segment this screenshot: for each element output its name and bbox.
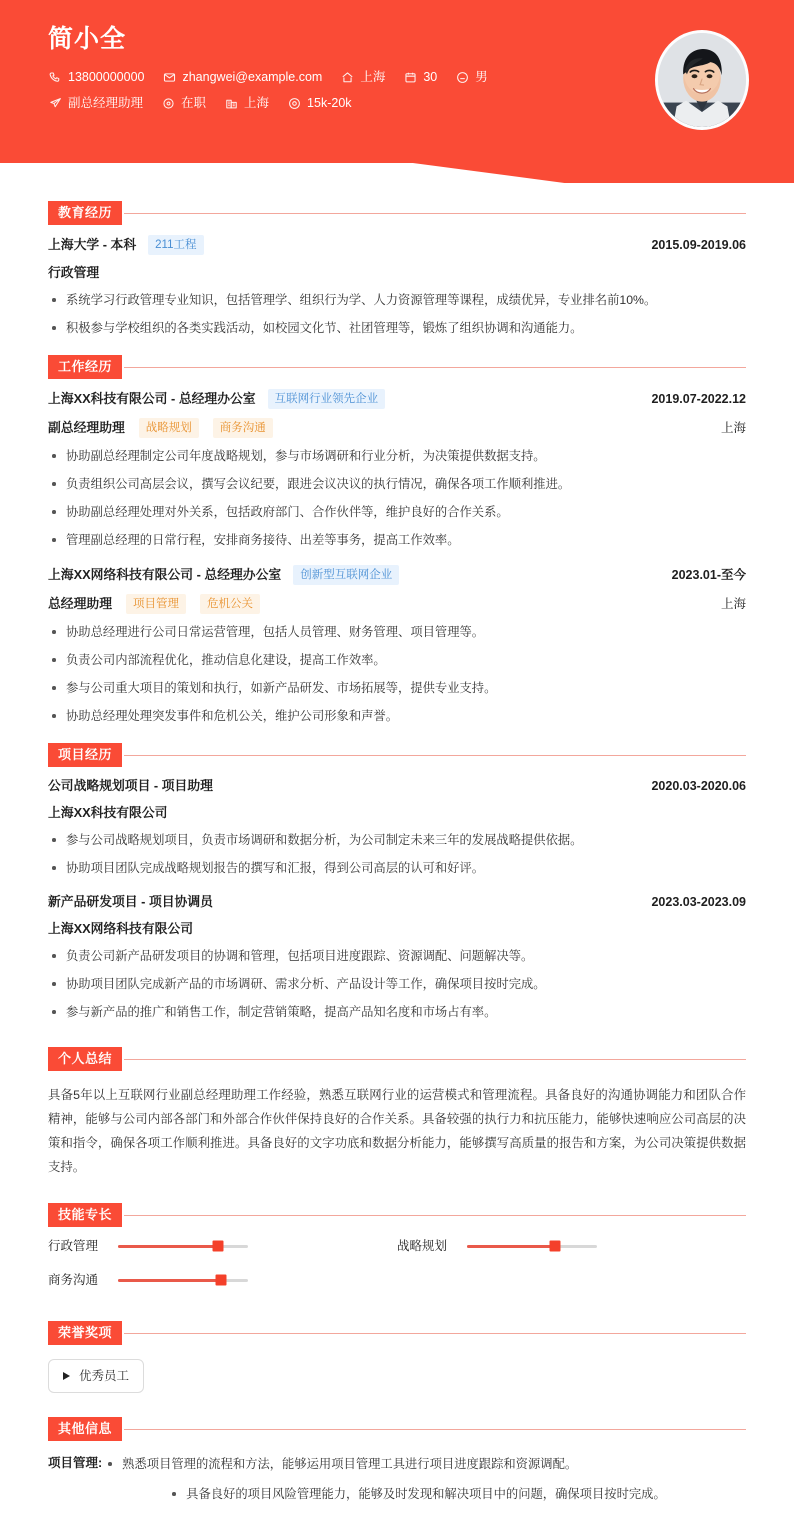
contact-phone (48, 66, 144, 88)
contact-hometown (340, 66, 385, 88)
contact-age (403, 66, 437, 88)
section-title-summary: 个人总结 (48, 1047, 122, 1071)
gender-icon (455, 70, 469, 84)
skill-label: 商务沟通 (48, 1273, 99, 1287)
section-header (48, 1203, 746, 1227)
other-info-label: 项目管理: (48, 1456, 103, 1470)
job-status-text: 在职 (181, 96, 207, 110)
company-name: 上海XX网络科技有限公司 - 总经理办公室 (48, 567, 282, 582)
entry-company-row (48, 804, 746, 822)
section-divider (124, 1429, 746, 1430)
list-item: 协助项目团队完成新产品的市场调研、需求分析、产品设计等工作，确保项目按时完成。 (48, 975, 746, 993)
section-header (48, 1321, 746, 1345)
contact-email-text: zhangwei@example.com (182, 70, 323, 84)
job-status (161, 92, 206, 114)
salary-text: 15k-20k (307, 96, 352, 110)
honor-label: 优秀员工 (79, 1369, 130, 1383)
project-date: 2023.03-2023.09 (651, 895, 746, 909)
education-major: 行政管理 (48, 265, 100, 280)
contact-age-text: 30 (423, 70, 438, 84)
section-header (48, 743, 746, 767)
entry-title-row (48, 235, 746, 255)
work-location: 上海 (720, 597, 746, 611)
avatar-photo (658, 33, 746, 127)
entry-left (48, 594, 260, 614)
section-divider (124, 367, 746, 368)
status-icon (161, 96, 175, 110)
entry-left (48, 389, 385, 409)
section-title-projects: 项目经历 (48, 743, 122, 767)
school-tag: 211工程 (148, 235, 203, 255)
list-item: 积极参与学校组织的各类实践活动，如校园文化节、社团管理等，锻炼了组织协调和沟通能力。 (48, 319, 746, 337)
contact-gender-text: 男 (475, 70, 488, 84)
project-entry (48, 777, 746, 877)
entry-left (48, 565, 399, 585)
skill-knob[interactable] (213, 1241, 224, 1252)
job-intent-text: 副总经理助理 (68, 96, 144, 110)
list-item: 负责公司新产品研发项目的协调和管理，包括项目进度跟踪、资源调配、问题解决等。 (48, 947, 746, 965)
entry-title-row (48, 565, 746, 585)
page-title: 简小全 (48, 25, 127, 53)
project-company: 上海XX网络科技有限公司 (48, 921, 194, 936)
other-info-body (104, 1453, 746, 1515)
project-entry (48, 893, 746, 1021)
salary-expectation (287, 92, 351, 114)
skill-label: 行政管理 (48, 1239, 99, 1253)
contact-gender (455, 66, 488, 88)
entry-title-row (48, 389, 746, 409)
job-city-text: 上海 (244, 96, 270, 110)
section-divider (124, 1215, 746, 1216)
skills-grid (48, 1237, 746, 1305)
skill-fill (118, 1279, 221, 1282)
position-title: 副总经理助理 (48, 420, 125, 435)
section-header (48, 355, 746, 379)
education-entry (48, 235, 746, 337)
section-honors (48, 1321, 746, 1393)
entry-title-row (48, 893, 746, 911)
job-intent (48, 92, 143, 114)
contact-phone-text: 13800000000 (68, 70, 145, 84)
section-work (48, 355, 746, 725)
skill-row (397, 1237, 746, 1255)
contact-hometown-text: 上海 (360, 70, 386, 84)
project-name: 公司战略规划项目 - 项目助理 (48, 778, 213, 793)
list-item: 负责组织公司高层会议，撰写会议纪要，跟进会议决议的执行情况，确保各项工作顺利推进。 (48, 475, 746, 493)
section-title-education: 教育经历 (48, 201, 122, 225)
salary-icon (287, 96, 301, 110)
work-date: 2023.01-至今 (671, 568, 746, 582)
section-title-work: 工作经历 (48, 355, 122, 379)
other-bullets (104, 1455, 746, 1503)
section-education (48, 201, 746, 337)
work-bullets (48, 447, 746, 549)
section-divider (124, 755, 746, 756)
skill-tag: 商务沟通 (213, 418, 273, 438)
entry-major-row (48, 264, 746, 282)
list-item: 参与公司重大项目的策划和执行，如新产品研发、市场拓展等，提供专业支持。 (48, 679, 746, 697)
section-header (48, 201, 746, 225)
skill-tag: 项目管理 (126, 594, 186, 614)
company-tag: 互联网行业领先企业 (268, 389, 386, 409)
resume-header (0, 0, 794, 183)
project-date: 2020.03-2020.06 (651, 779, 746, 793)
company-tag: 创新型互联网企业 (293, 565, 399, 585)
section-divider (124, 1333, 746, 1334)
section-skills (48, 1203, 746, 1305)
skill-fill (118, 1245, 218, 1248)
home-icon (340, 70, 354, 84)
project-name: 新产品研发项目 - 项目协调员 (48, 894, 213, 909)
skill-row (48, 1237, 397, 1255)
school-name: 上海大学 - 本科 (48, 237, 137, 252)
education-bullets (48, 291, 746, 337)
summary-text: 具备5年以上互联网行业副总经理助理工作经验，熟悉互联网行业的运营模式和管理流程。具备良好的沟通协调能力和团队合作精神，能够与公司内部各部门和外部合作伙伴保持良好的合作关系。具备较强的执行力和抗压能力，能够快速响应公司高层的决策和指令，确保各项工作顺利推进。具备良好的文字功底和数据分析能力，能够撰写高质量的报告和方案，为公司决策提供数据支持。 (48, 1088, 746, 1174)
section-title-honors: 荣誉奖项 (48, 1321, 122, 1345)
calendar-icon (403, 70, 417, 84)
skill-row (48, 1271, 397, 1289)
skill-label: 战略规划 (397, 1239, 448, 1253)
work-bullets (48, 623, 746, 725)
work-entry (48, 389, 746, 549)
work-entry (48, 565, 746, 725)
list-item: 系统学习行政管理专业知识，包括管理学、组织行为学、人力资源管理等课程，成绩优异，专业排名前10%。 (48, 291, 746, 309)
play-triangle-icon (63, 1372, 70, 1380)
skill-slider[interactable] (118, 1279, 248, 1282)
contact-line-2 (48, 92, 754, 114)
resume-content (0, 201, 794, 1535)
work-date: 2019.07-2022.12 (651, 392, 746, 406)
list-item: 协助项目团队完成战略规划报告的撰写和汇报，得到公司高层的认可和好评。 (48, 859, 746, 877)
skill-knob[interactable] (550, 1241, 561, 1252)
list-item: 熟悉项目管理的流程和方法，能够运用项目管理工具进行项目进度跟踪和资源调配。 (104, 1455, 746, 1473)
skill-fill (467, 1245, 555, 1248)
education-date: 2015.09-2019.06 (651, 238, 746, 252)
section-divider (124, 1059, 746, 1060)
list-item: 参与新产品的推广和销售工作，制定营销策略，提高产品知名度和市场占有率。 (48, 1003, 746, 1021)
section-other (48, 1417, 746, 1515)
list-item: 具备良好的项目风险管理能力，能够及时发现和解决项目中的问题，确保项目按时完成。 (104, 1485, 746, 1503)
project-bullets (48, 831, 746, 877)
work-location: 上海 (720, 421, 746, 435)
project-bullets (48, 947, 746, 1021)
phone-icon (48, 70, 62, 84)
honor-button[interactable] (48, 1359, 144, 1393)
mail-icon (162, 70, 176, 84)
section-title-other: 其他信息 (48, 1417, 122, 1441)
skill-slider[interactable] (467, 1245, 597, 1248)
section-summary (48, 1047, 746, 1179)
skill-knob[interactable] (215, 1275, 226, 1286)
section-title-skills: 技能专长 (48, 1203, 122, 1227)
position-title: 总经理助理 (48, 596, 112, 611)
skill-tag: 战略规划 (139, 418, 199, 438)
list-item: 协助副总经理制定公司年度战略规划，参与市场调研和行业分析，为决策提供数据支持。 (48, 447, 746, 465)
list-item: 协助副总经理处理对外关系，包括政府部门、合作伙伴等，维护良好的合作关系。 (48, 503, 746, 521)
city-icon (224, 96, 238, 110)
contact-line-1 (48, 66, 754, 88)
contact-email (162, 66, 322, 88)
skill-slider[interactable] (118, 1245, 248, 1248)
header-angle-decoration (0, 143, 794, 183)
avatar (655, 30, 749, 130)
entry-position-row (48, 594, 746, 614)
entry-left (48, 418, 273, 438)
section-divider (124, 213, 746, 214)
section-header (48, 1047, 746, 1071)
section-projects (48, 743, 746, 1021)
rocket-icon (48, 96, 62, 110)
list-item: 负责公司内部流程优化，推动信息化建设，提高工作效率。 (48, 651, 746, 669)
company-name: 上海XX科技有限公司 - 总经理办公室 (48, 391, 256, 406)
skill-tag: 危机公关 (200, 594, 260, 614)
project-company: 上海XX科技有限公司 (48, 805, 168, 820)
entry-title-row (48, 777, 746, 795)
list-item: 管理副总经理的日常行程，安排商务接待、出差等事务，提高工作效率。 (48, 531, 746, 549)
entry-position-row (48, 418, 746, 438)
honor-list (48, 1359, 746, 1393)
other-info-row (48, 1453, 746, 1515)
list-item: 协助总经理进行公司日常运营管理，包括人员管理、财务管理、项目管理等。 (48, 623, 746, 641)
job-city (224, 92, 269, 114)
section-header (48, 1417, 746, 1441)
list-item: 协助总经理处理突发事件和危机公关，维护公司形象和声誉。 (48, 707, 746, 725)
entry-left (48, 235, 204, 255)
list-item: 参与公司战略规划项目，负责市场调研和数据分析，为公司制定未来三年的发展战略提供依据。 (48, 831, 746, 849)
entry-company-row (48, 920, 746, 938)
